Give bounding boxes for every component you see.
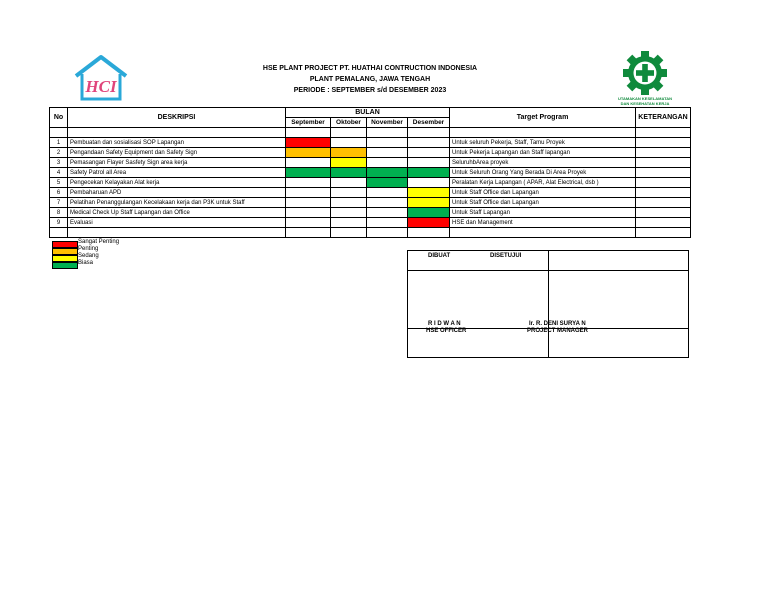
row-number: 3 — [50, 158, 68, 168]
schedule-cell-desember — [408, 138, 450, 148]
schedule-cell-oktober — [331, 218, 367, 228]
schedule-cell-oktober — [331, 158, 367, 168]
table-row — [50, 158, 691, 168]
row-number: 1 — [50, 138, 68, 148]
table-row — [50, 198, 691, 208]
schedule-cell-desember — [408, 148, 450, 158]
header-no: No — [50, 108, 68, 128]
signer-name-pm: Ir. R. DENI SURYA N — [529, 321, 586, 327]
table-spacer-row — [50, 228, 691, 238]
row-number: 4 — [50, 168, 68, 178]
k3-logo-caption-2: DAN KESEHATAN KERJA — [620, 101, 670, 106]
schedule-cell-oktober — [331, 168, 367, 178]
row-description: Evaluasi — [68, 218, 286, 228]
signer-role-pm: PROJECT MANAGER — [527, 328, 589, 334]
k3-logo — [612, 50, 678, 110]
table-row — [50, 148, 691, 158]
row-target-program: Untuk Seluruh Orang Yang Berada Di Area Proyek — [450, 168, 636, 178]
schedule-cell-september — [286, 158, 331, 168]
row-description: Pelatihan Penanggulangan Kecelakaan kerja dan P3K untuk Staff — [68, 198, 286, 208]
row-keterangan — [636, 198, 691, 208]
schedule-cell-oktober — [331, 208, 367, 218]
row-number: 8 — [50, 208, 68, 218]
legend-swatch-orange — [52, 248, 78, 255]
row-description: Pembuatan dan sosialisasi SOP Lapangan — [68, 138, 286, 148]
schedule-cell-oktober — [331, 198, 367, 208]
schedule-cell-desember — [408, 168, 450, 178]
table-row — [50, 208, 691, 218]
row-keterangan — [636, 218, 691, 228]
header-target-program: Target Program — [450, 108, 636, 128]
label-dibuat: DIBUAT — [428, 253, 451, 259]
row-description: Pemasangan Flayer Sasfety Sign area kerja — [68, 158, 286, 168]
hci-logo — [73, 54, 129, 102]
row-target-program: SeluruhbArea proyek — [450, 158, 636, 168]
doc-title-line1: HSE PLANT PROJECT PT. HUATHAI CONTRUCTION INDONESIA — [262, 65, 478, 72]
schedule-cell-november — [367, 178, 408, 188]
schedule-cell-september — [286, 138, 331, 148]
header-month-oktober: Oktober — [331, 118, 367, 128]
table-row — [50, 178, 691, 188]
schedule-cell-november — [367, 158, 408, 168]
row-target-program: Untuk Staff Lapangan — [450, 208, 636, 218]
legend-label-sangat-penting: Sangat Penting — [78, 239, 120, 245]
header-bulan: BULAN — [286, 108, 450, 118]
table-row — [50, 218, 691, 228]
schedule-cell-desember — [408, 158, 450, 168]
schedule-cell-september — [286, 218, 331, 228]
schedule-cell-desember — [408, 188, 450, 198]
schedule-cell-november — [367, 138, 408, 148]
header-month-desember: Desember — [408, 118, 450, 128]
legend-swatch-green — [52, 262, 78, 269]
row-number: 2 — [50, 148, 68, 158]
hci-logo-text: HCI — [85, 77, 117, 96]
row-keterangan — [636, 158, 691, 168]
row-keterangan — [636, 178, 691, 188]
schedule-cell-november — [367, 218, 408, 228]
row-keterangan — [636, 208, 691, 218]
house-logo-icon — [73, 54, 129, 102]
row-target-program: HSE dan Management — [450, 218, 636, 228]
schedule-cell-november — [367, 208, 408, 218]
doc-title-line3: PERIODE : SEPTEMBER s/d DESEMBER 2023 — [293, 87, 447, 94]
safety-gear-icon — [612, 50, 678, 96]
header-keterangan: KETERANGAN — [636, 108, 691, 128]
schedule-cell-september — [286, 188, 331, 198]
legend-label-biasa: Biasa — [78, 260, 94, 266]
row-keterangan — [636, 188, 691, 198]
legend-swatch-yellow — [52, 255, 78, 262]
header-deskripsi: DESKRIPSI — [68, 108, 286, 128]
row-description: Safety Patrol all Area — [68, 168, 286, 178]
table-spacer-row — [50, 128, 691, 138]
row-number: 7 — [50, 198, 68, 208]
row-number: 9 — [50, 218, 68, 228]
row-number: 6 — [50, 188, 68, 198]
schedule-cell-desember — [408, 218, 450, 228]
table-row — [50, 138, 691, 148]
schedule-cell-oktober — [331, 138, 367, 148]
row-target-program: Untuk Staff Office dan Lapangan — [450, 188, 636, 198]
schedule-cell-november — [367, 168, 408, 178]
schedule-cell-november — [367, 148, 408, 158]
legend-swatch-red — [52, 241, 78, 248]
row-description: Pembaharuan APD — [68, 188, 286, 198]
row-keterangan — [636, 148, 691, 158]
k3-logo-caption-1: UTAMAKAN KESELAMATAN — [618, 96, 672, 101]
schedule-cell-oktober — [331, 148, 367, 158]
row-description: Pengecekan Kelayakan Alat kerja — [68, 178, 286, 188]
row-number: 5 — [50, 178, 68, 188]
row-description: Medical Check Up Staff Lapangan dan Office — [68, 208, 286, 218]
row-target-program: Peralatan Kerja Lapangan ( APAR, Alat Electrical, dsb ) — [450, 178, 636, 188]
schedule-cell-november — [367, 198, 408, 208]
header-month-november: November — [367, 118, 408, 128]
row-target-program: Untuk Pekerja Lapangan dan Staff lapangan — [450, 148, 636, 158]
signature-box — [407, 250, 689, 358]
schedule-cell-desember — [408, 178, 450, 188]
schedule-cell-september — [286, 208, 331, 218]
table-row — [50, 188, 691, 198]
legend-label-penting: Penting — [78, 246, 99, 252]
schedule-cell-september — [286, 198, 331, 208]
schedule-cell-september — [286, 148, 331, 158]
header-month-september: September — [286, 118, 331, 128]
table-row — [50, 168, 691, 178]
row-target-program: Untuk seluruh Pekerja, Staff, Tamu Proyek — [450, 138, 636, 148]
signer-role-hse: HSE OFFICER — [426, 328, 467, 334]
row-target-program: Untuk Staff Office dan Lapangan — [450, 198, 636, 208]
schedule-cell-september — [286, 168, 331, 178]
schedule-cell-oktober — [331, 178, 367, 188]
label-disetujui: DISETUJUI — [490, 253, 522, 259]
doc-title-line2: PLANT PEMALANG, JAWA TENGAH — [309, 76, 431, 83]
schedule-cell-desember — [408, 208, 450, 218]
schedule-cell-november — [367, 188, 408, 198]
signer-name-hse: R I D W A N — [428, 321, 461, 327]
row-description: Pengandaan Safety Equipment dan Safety Sign — [68, 148, 286, 158]
schedule-cell-oktober — [331, 188, 367, 198]
schedule-cell-september — [286, 178, 331, 188]
row-keterangan — [636, 168, 691, 178]
row-keterangan — [636, 138, 691, 148]
hse-schedule-table — [49, 107, 691, 238]
legend-label-sedang: Sedang — [78, 253, 99, 259]
schedule-cell-desember — [408, 198, 450, 208]
